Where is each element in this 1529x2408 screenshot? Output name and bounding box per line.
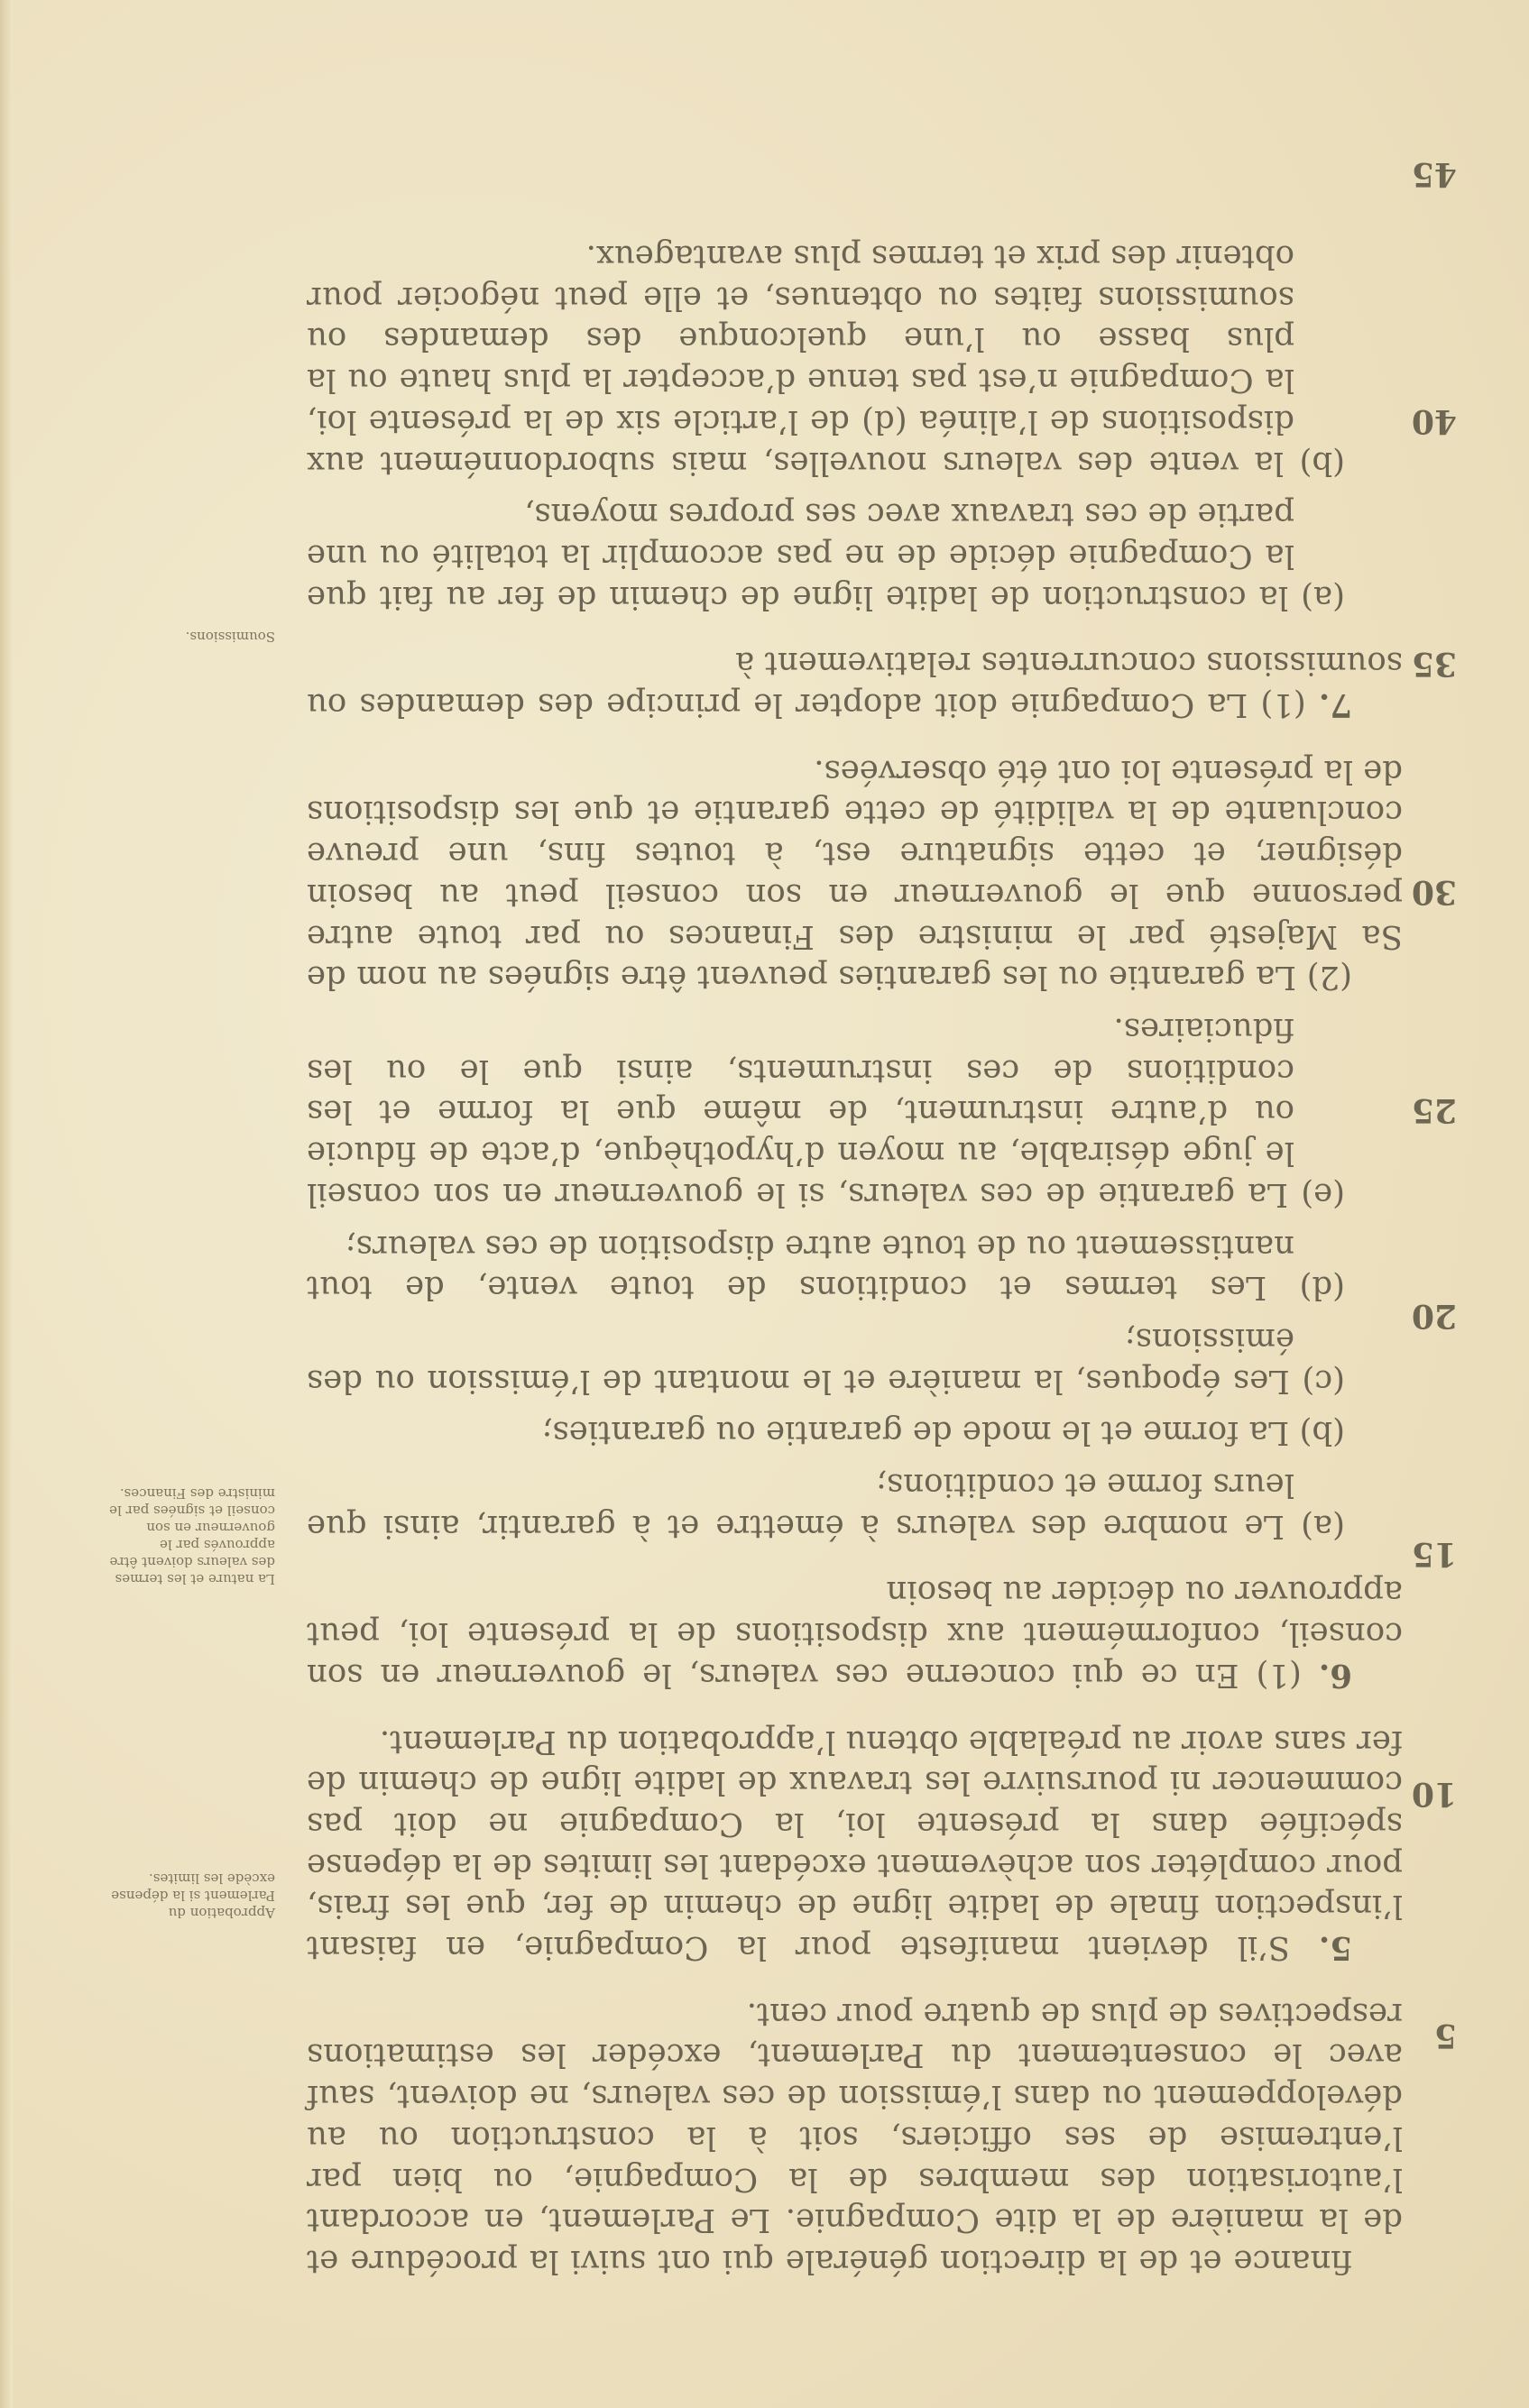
section-number: 7. xyxy=(1318,686,1352,724)
line-number: 10 xyxy=(1411,1775,1457,1813)
margin-note: La nature et les termes des valeurs doivent être approuvés par le gouverneur en son conseil et signées par le ministre des Finances. xyxy=(109,1485,275,1587)
item-d: (d) Les termes et conditions de toute vente, de tout nantissement ou de toute autre disposition de ces valeurs; xyxy=(307,1227,1345,1307)
line-number: 30 xyxy=(1411,873,1457,911)
line-number: 45 xyxy=(1411,155,1457,193)
body-text xyxy=(307,225,1403,2282)
line-number: 20 xyxy=(1411,1297,1457,1335)
section-7 xyxy=(307,643,1403,725)
section-5 xyxy=(307,1721,1403,1968)
section-number: 6. xyxy=(1318,1656,1352,1694)
item-7a: (a) la construction de ladite ligne de chemin de fer au fait que la Compagnie décide de ne pas accomplir la totalité ou une partie de ces travaux avec ses propres moyens, xyxy=(307,496,1345,616)
section-text: S’il devient manifeste pour la Compagnie, en faisant l’inspection finale de ladite ligne de chemin de fer, que les frais, pour compléter son achèvement excédant les limites de la dépense spécifiée dans la présente loi, la Compagnie ne doit pas commencer ni poursuivre les travaux de ladite ligne de chemin de fer sans avoir au préalable obtenu l’approbation du Parlement. xyxy=(307,1723,1403,1967)
section-number: 5. xyxy=(1318,1929,1352,1967)
paragraph-2: (2) La garantie ou les garanties peuvent être signées au nom de Sa Majesté par le ministre des Finances ou par toute autre personne que le gouverneur en son conseil peut au besoin désigner, et cette signature est, à toutes fins, une preuve concluante de la validité de cette garantie et que les dispositions de la présente loi ont été observées. xyxy=(307,752,1403,997)
line-number: 35 xyxy=(1411,645,1457,683)
item-7b: (b) la vente des valeurs nouvelles, mais subordonnément aux dispositions de l’alinéa (d) de l’article six de la présente loi, la Compagnie n’est pas tenue d’accepter la plus haute ou la plus basse ou l’une quelconque des demandes ou soumissions faites ou obtenues, et elle peut négocier pour obtenir des prix et termes plus avantageux. xyxy=(307,238,1345,482)
item-b: (b) La forme et le mode de garantie ou garanties; xyxy=(541,1414,1345,1452)
section-text: (1) En ce qui concerne ces valeurs, le gouverneur en son conseil, conformément aux dispositions de la présente loi, peut approuver ou décider au besoin xyxy=(307,1574,1403,1694)
item-c: (c) Les époques, la manière et le montant de l’émission ou des émissions; xyxy=(307,1320,1345,1400)
item-e: (e) La garantie de ces valeurs, si le gouverneur en son conseil le juge désirable, au moyen d’hypothèque, d’acte de fiducie ou d’autre instrument, de même que la forme et les conditions de ces instruments, ainsi que le ou les fiduciaires. xyxy=(307,1011,1345,1213)
line-number: 15 xyxy=(1411,1535,1457,1573)
section-6 xyxy=(307,1572,1403,1696)
paragraph-continuation: finance et de la direction générale qui ont suivi la procédure et de la manière de la dite Compagnie. Le Parlement, en accordant l’autorisation des membres de la Compagnie, ou bien par l’entremise de ses officiers, soit à la construction ou au développement ou dans l’émission de ces valeurs, ne doivent, sauf avec le consentement du Parlement, excéder les estimations respectives de plus de quatre pour cent. xyxy=(307,1995,1403,2280)
line-number: 5 xyxy=(1433,2017,1457,2054)
section-text: (1) La Compagnie doit adopter le principe des demandes ou soumissions concurrentes relativement à xyxy=(307,645,1403,724)
margin-note: Approbation du Parlement si la dépense excède les limites. xyxy=(111,1870,275,1921)
line-number: 25 xyxy=(1411,1091,1457,1129)
item-a: (a) Le nombre des valeurs à émettre et à garantir, ainsi que leurs forme et conditions; xyxy=(307,1466,1345,1545)
margin-note: Soumissions. xyxy=(185,629,275,645)
line-number: 40 xyxy=(1411,402,1457,440)
